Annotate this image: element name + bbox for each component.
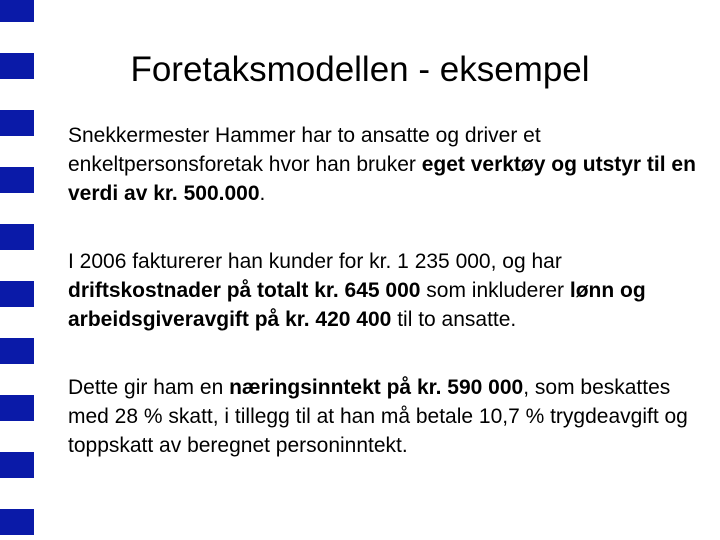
- paragraph-1: [68, 121, 708, 208]
- paragraph-3-run-1: Dette gir ham en: [68, 376, 230, 399]
- paragraph-3-run-3: , som beskattes med 28 % skatt, i tillegg til at han må betale 10,7 % trygdeavgift og toppskatt av beregnet personinntekt.: [68, 376, 688, 457]
- paragraph-2: [68, 247, 708, 334]
- slide-title: [0, 48, 720, 92]
- strip-block: [0, 452, 34, 478]
- paragraph-1-run-3: .: [259, 182, 266, 205]
- paragraph-2-run-4: lønn og arbeidsgiveravgift på kr. 420 400: [68, 279, 646, 331]
- strip-block: [0, 395, 34, 421]
- strip-block: [0, 224, 34, 250]
- strip-block: [0, 509, 34, 535]
- strip-block: [0, 338, 34, 364]
- paragraph-2-run-2: driftskostnader på totalt kr. 645 000: [68, 279, 421, 302]
- paragraph-2-run-3: som inkluderer: [420, 279, 570, 302]
- strip-block: [0, 110, 34, 136]
- strip-block: [0, 167, 34, 193]
- slide-body: [68, 121, 708, 499]
- paragraph-3: [68, 373, 708, 460]
- strip-block: [0, 281, 34, 307]
- slide-title-text: Foretaksmodellen - eksempel: [130, 50, 590, 89]
- paragraph-3-run-2: næringsinntekt på kr. 590 000: [229, 376, 524, 399]
- paragraph-1-run-1: Snekkermester Hammer har to ansatte og driver et enkeltpersonsforetak hvor han bruker: [68, 124, 541, 176]
- paragraph-2-run-1: I 2006 fakturerer han kunder for kr. 1 235 000, og har: [68, 250, 562, 273]
- strip-block: [0, 0, 34, 22]
- paragraph-1-run-2: eget verktøy og utstyr til en verdi av kr. 500.000: [68, 153, 696, 205]
- paragraph-2-run-5: til to ansatte.: [391, 308, 517, 331]
